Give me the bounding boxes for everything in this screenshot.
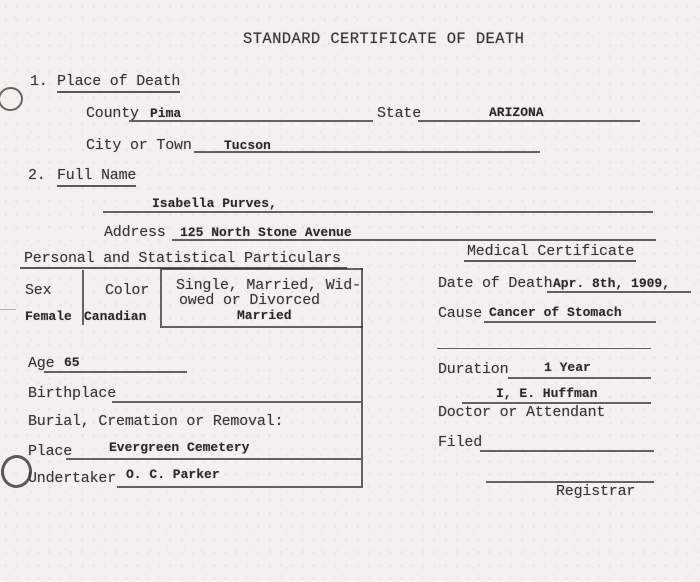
- section2-heading: Full Name: [57, 168, 136, 187]
- cause-continuation-underline: [437, 348, 651, 349]
- place-label: Place: [28, 443, 73, 460]
- county-underline: [129, 120, 373, 122]
- filed-underline: [480, 450, 654, 452]
- undertaker-label: Undertaker: [28, 470, 117, 487]
- county-value: Pima: [150, 106, 182, 121]
- doctor-attendant-label: Doctor or Attendant: [438, 404, 606, 421]
- age-label: Age: [28, 355, 55, 372]
- registrar-label: Registrar: [556, 483, 636, 500]
- address-underline: [172, 239, 656, 241]
- personal-section-heading: Personal and Statistical Particulars: [20, 252, 347, 269]
- place-value: Evergreen Cemetery: [109, 440, 250, 455]
- section2-number: 2.: [28, 167, 46, 184]
- place-underline: [66, 458, 361, 460]
- undertaker-value: O. C. Parker: [126, 467, 220, 482]
- state-value: ARIZONA: [489, 105, 544, 120]
- cause-underline: [484, 321, 656, 323]
- status-header-line2: owed or Divorced: [179, 292, 320, 309]
- color-header: Color: [105, 282, 150, 299]
- sex-header: Sex: [25, 282, 52, 299]
- full-name-underline: [103, 211, 653, 213]
- birthplace-label: Birthplace: [28, 385, 117, 402]
- state-label: State: [377, 105, 422, 122]
- address-value: 125 North Stone Avenue: [180, 225, 352, 240]
- age-value: 65: [64, 355, 80, 370]
- section1-heading: Place of Death: [57, 74, 180, 93]
- birthplace-underline: [112, 401, 361, 403]
- medical-section-heading: Medical Certificate: [464, 245, 636, 262]
- cause-value: Cancer of Stomach: [489, 305, 622, 320]
- full-name-value: Isabella Purves,: [152, 196, 277, 211]
- status-value: Married: [237, 308, 292, 323]
- undertaker-underline: [117, 486, 361, 488]
- city-label: City or Town: [86, 137, 192, 154]
- date-of-death-label: Date of Death: [438, 275, 553, 292]
- color-value: Canadian: [84, 309, 147, 324]
- duration-underline: [508, 377, 651, 379]
- county-label: County: [86, 105, 139, 122]
- section1-number: 1.: [30, 73, 48, 90]
- filed-label: Filed: [438, 434, 483, 451]
- city-value: Tucson: [224, 138, 271, 153]
- address-label: Address: [104, 224, 166, 241]
- cause-label: Cause: [438, 305, 483, 322]
- burial-label: Burial, Cremation or Removal:: [28, 413, 284, 430]
- sex-value: Female: [25, 309, 72, 324]
- age-underline: [44, 371, 187, 373]
- document-title: STANDARD CERTIFICATE OF DEATH: [243, 30, 525, 48]
- left-section-right-border: [361, 268, 363, 488]
- status-header-line1: Single, Married, Wid-: [176, 277, 361, 294]
- date-of-death-underline: [547, 291, 691, 293]
- date-of-death-value: Apr. 8th, 1909,: [553, 276, 671, 291]
- duration-label: Duration: [438, 361, 509, 378]
- city-underline: [194, 151, 540, 153]
- doctor-name-value: I, E. Huffman: [496, 386, 598, 401]
- state-underline: [418, 120, 640, 122]
- hole-punch-top-icon: [0, 84, 26, 113]
- duration-value: 1 Year: [544, 360, 591, 375]
- scan-artifact-mark: [0, 309, 16, 310]
